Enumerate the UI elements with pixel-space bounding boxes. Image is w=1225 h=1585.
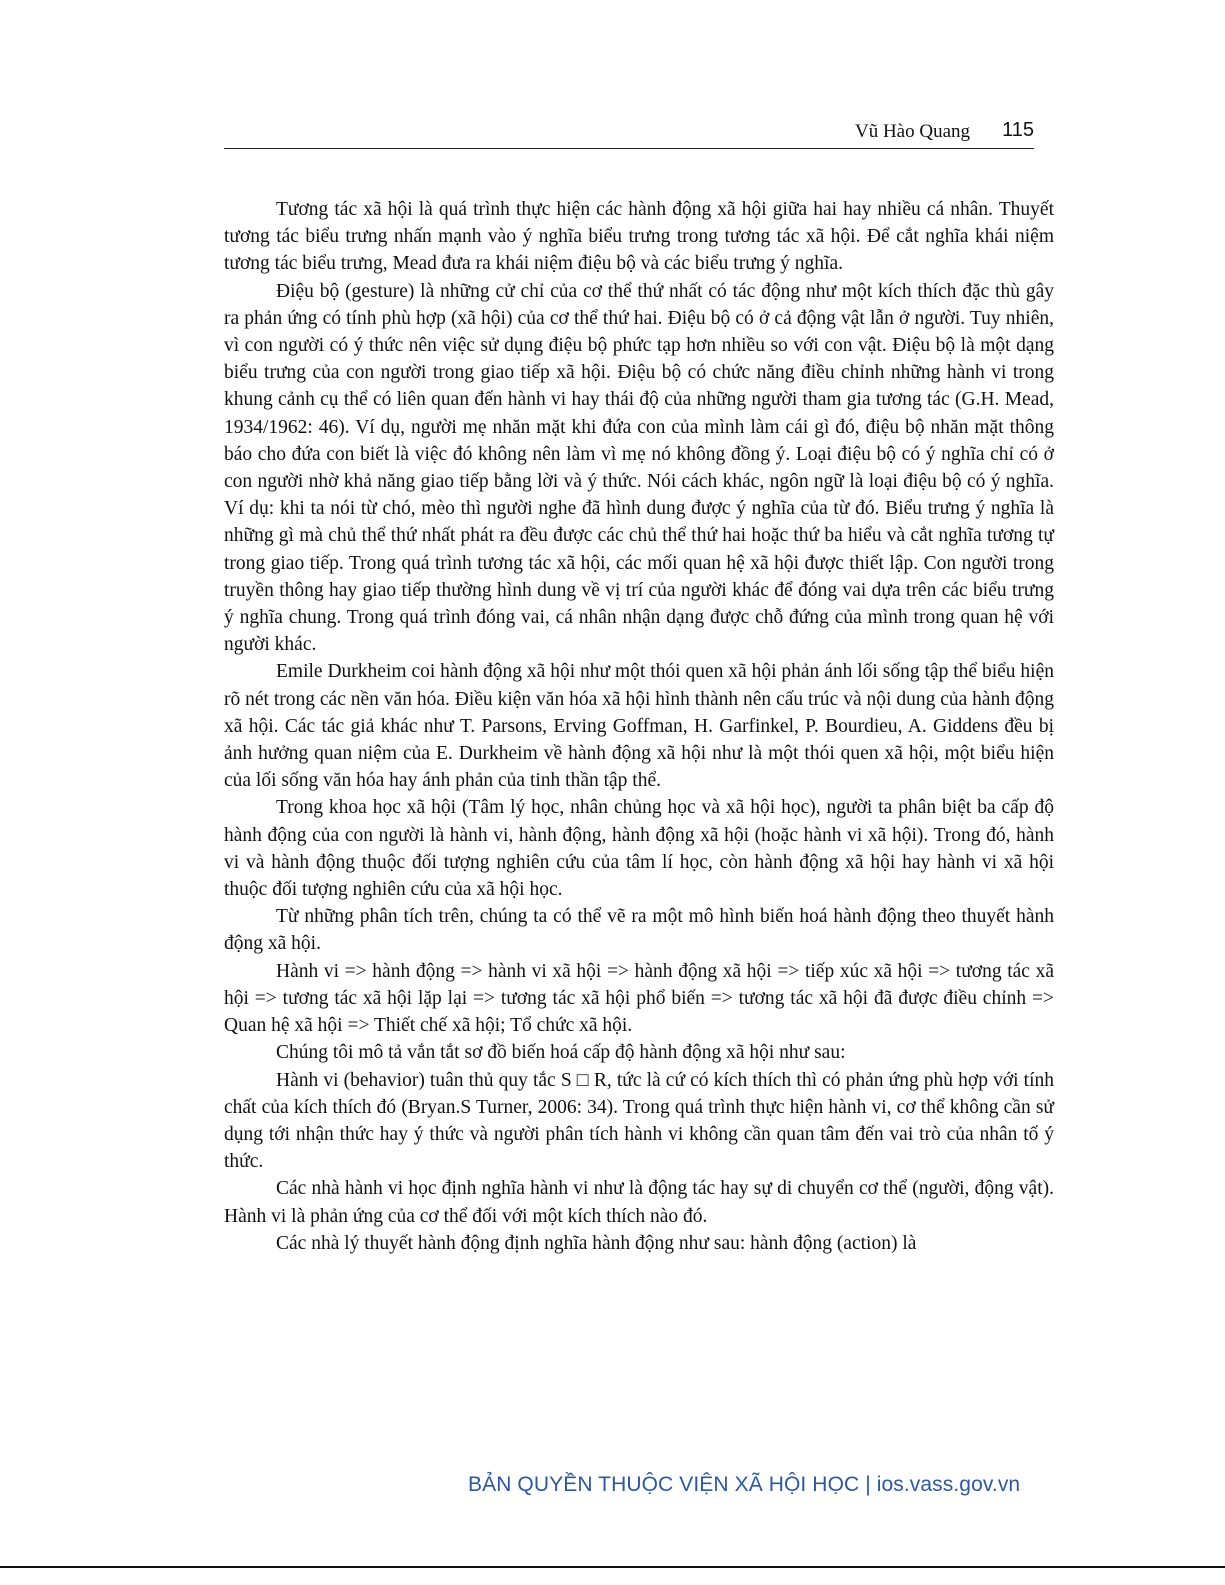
paragraph: Chúng tôi mô tả vắn tắt sơ đồ biến hoá cấp độ hành động xã hội như sau: [276, 1042, 846, 1064]
page-header [224, 118, 1034, 149]
paragraph: Trong khoa học xã hội (Tâm lý học, nhân chủng học và xã hội học), người ta phân biệt ba cấp độ hành động của con người là hành vi, hành động, hành động xã hội (hoặc hành vi xã hội). Trong đó, hành vi và hành động thuộc đối tượng nghiên cứu của tâm lí học, còn hành động xã hội hay hành vi xã hội thuộc đối tượng nghiên cứu của xã hội học. [224, 797, 1054, 901]
paragraph: Từ những phân tích trên, chúng ta có thể vẽ ra một mô hình biến hoá hành động theo thuyết hành động xã hội. [224, 906, 1054, 955]
page-number: 115 [1002, 119, 1034, 141]
paragraph: Hành vi => hành động => hành vi xã hội => hành động xã hội => tiếp xúc xã hội => tương tác xã hội => tương tác xã hội lặp lại => tương tác xã hội phổ biến => tương tác xã hội đã được điều chỉnh => Quan hệ xã hội => Thiết chế xã hội; Tổ chức xã hội. [224, 960, 1054, 1037]
paragraph: Các nhà lý thuyết hành động định nghĩa hành động như sau: hành động (action) là [276, 1232, 917, 1254]
paragraph: Hành vi (behavior) tuân thủ quy tắc S □ R, tức là cứ có kích thích thì có phản ứng phù hợp với tính chất của kích thích đó (Bryan.S Turner, 2006: 34). Trong quá trình thực hiện hành vi, cơ thể không cần sử dụng tới nhận thức hay ý thức và người phân tích hành vi không cần quan tâm đến vai trò của nhân tố ý thức. [224, 1069, 1054, 1173]
body-text [224, 196, 1054, 1257]
copyright-footer: BẢN QUYỀN THUỘC VIỆN XÃ HỘI HỌC | ios.vass.gov.vn [468, 1473, 1021, 1496]
page-bottom-rule [0, 1566, 1225, 1568]
paragraph: Tương tác xã hội là quá trình thực hiện các hành động xã hội giữa hai hay nhiều cá nhân. Thuyết tương tác biểu trưng nhấn mạnh vào ý nghĩa biểu trưng trong tương tác xã hội. Để cắt nghĩa khái niệm tương tác biểu trưng, Mead đưa ra khái niệm điệu bộ và các biểu trưng ý nghĩa. [224, 199, 1054, 275]
paragraph: Điệu bộ (gesture) là những cử chỉ của cơ thể thứ nhất có tác động như một kích thích đặc thù gây ra phản ứng có tính phù hợp (xã hội) của cơ thể thứ hai. Điệu bộ có ở cả động vật lẫn ở người. Tuy nhiên, vì con người có ý thức nên việc sử dụng điệu bộ phức tạp hơn nhiều so với con vật. Điệu bộ là một dạng biểu trưng của con người trong giao tiếp xã hội. Điệu bộ có chức năng điều chỉnh những hành vi trong khung cảnh cụ thể có liên quan đến hành vi hay thái độ của những người tham gia tương tác (G.H. Mead, 1934/1962: 46). Ví dụ, người mẹ nhăn mặt khi đứa con của mình làm cái gì đó, điệu bộ nhăn mặt thông báo cho đứa con biết là việc đó không nên làm vì mẹ nó không đồng ý. Loại điệu bộ có ý nghĩa chỉ có ở con người nhờ khả năng giao tiếp bằng lời và ý thức. Nói cách khác, ngôn ngữ là loại điệu bộ có ý nghĩa. Ví dụ: khi ta nói từ chó, mèo thì người nghe đã hình dung được ý nghĩa của từ đó. Biểu trưng ý nghĩa là những gì mà chủ thể thứ nhất phát ra đều được các chủ thể thứ hai hoặc thứ ba hiểu và cắt nghĩa tương tự trong giao tiếp. Trong quá trình tương tác xã hội, các mối quan hệ xã hội được thiết lập. Con người trong truyền thông hay giao tiếp thường hình dung về vị trí của người khác để đóng vai dựa trên các biểu trưng ý nghĩa chung. Trong quá trình đóng vai, cá nhân nhận dạng được chỗ đứng của mình trong quan hệ với người khác. [224, 280, 1054, 656]
running-header-author: Vũ Hào Quang [854, 121, 970, 142]
paragraph: Emile Durkheim coi hành động xã hội như một thói quen xã hội phản ánh lối sống tập thể biểu hiện rõ nét trong các nền văn hóa. Điều kiện văn hóa xã hội hình thành nên cấu trúc và nội dung của hành động xã hội. Các tác giả khác như T. Parsons, Erving Goffman, H. Garfinkel, P. Bourdieu, A. Giddens đều bị ảnh hưởng quan niệm của E. Durkheim về hành động xã hội như là một thói quen xã hội, một biểu hiện của lối sống văn hóa hay ánh phản của tinh thần tập thể. [224, 661, 1054, 792]
paragraph: Các nhà hành vi học định nghĩa hành vi như là động tác hay sự di chuyển cơ thể (người, động vật). Hành vi là phản ứng của cơ thể đối với một kích thích nào đó. [224, 1178, 1054, 1227]
